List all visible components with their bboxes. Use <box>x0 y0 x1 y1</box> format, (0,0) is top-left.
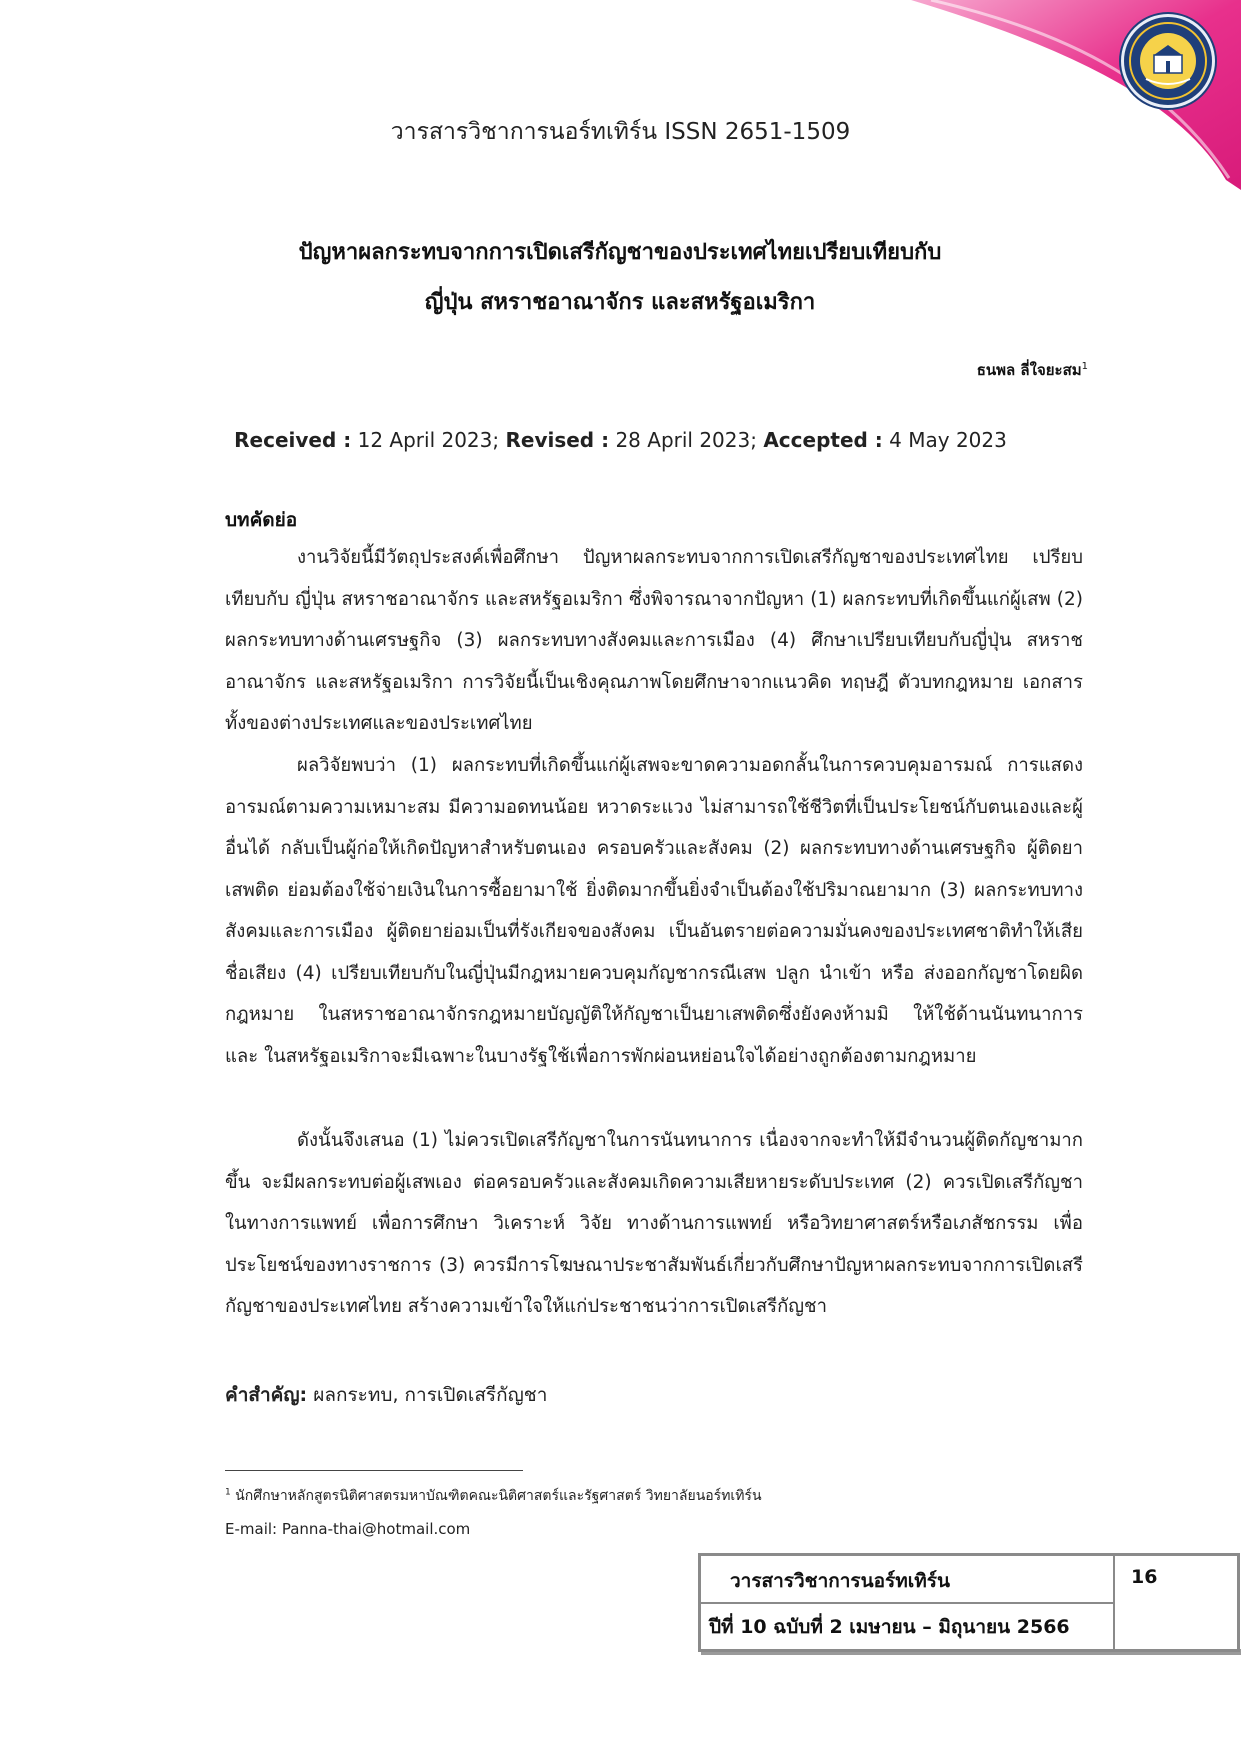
abstract-heading: บทคัดย่อ <box>225 509 298 531</box>
author-name-text: ธนพล ลี่ใจยะสม <box>976 361 1082 379</box>
author-name <box>977 358 1088 382</box>
article-title-line-2: ญี่ปุ่น สหราชอาณาจักร และสหรัฐอเมริกา <box>424 290 816 315</box>
footnote-affiliation-text: นักศึกษาหลักสูตรนิติศาสตรมหาบัณฑิตคณะนิติศาสตร์และรัฐศาสตร์ วิทยาลัยนอร์ทเทิร์น <box>230 1488 762 1504</box>
abstract-paragraph-1-text: งานวิจัยนี้มีวัตถุประสงค์เพื่อศึกษา ปัญหาผลกระทบจากการเปิดเสรีกัญชาของประเทศไทย เปรียบเทียบกับ ญี่ปุ่น สหราชอาณาจักร และสหรัฐอเมริกา ซึ่งพิจารณาจากปัญหา (1) ผลกระทบที่เกิดขึ้นแก่ผู้เสพ (2) ผลกระทบทางด้านเศรษฐกิจ (3) ผลกระทบทางสังคมและการเมือง (4) ศึกษาเปรียบเทียบกับญี่ปุ่น สหราชอาณาจักร และสหรัฐอเมริกา การวิจัยนี้เป็นเชิงคุณภาพโดยศึกษาจากแนวคิด ทฤษฎี ตัวบทกฎหมาย เอกสาร ทั้งของต่างประเทศและของประเทศไทย <box>225 547 1083 734</box>
abstract-paragraph-2-text: ผลวิจัยพบว่า (1) ผลกระทบที่เกิดขึ้นแก่ผู้เสพจะขาดความอดกลั้นในการควบคุมอารมณ์ การแสดงอารมณ์ตามความเหมาะสม มีความอดทนน้อย หวาดระแวง ไม่สามารถใช้ชีวิตที่เป็นประโยชน์กับตนเองและผู้อื่นได้ กลับเป็นผู้ก่อให้เกิดปัญหาสำหรับตนเอง ครอบครัวและสังคม (2) ผลกระทบทางด้านเศรษฐกิจ ผู้ติดยาเสพติด ย่อมต้องใช้จ่ายเงินในการซื้อยามาใช้ ยิ่งติดมากขึ้นยิ่งจำเป็นต้องใช้ปริมาณยามาก (3) ผลกระทบทางสังคมและการเมือง ผู้ติดยาย่อมเป็นที่รังเกียจของสังคม เป็นอันตรายต่อความมั่นคงของประเทศชาติทำให้เสียชื่อเสียง (4) เปรียบเทียบกับในญี่ปุ่นมีกฎหมายควบคุมกัญชากรณีเสพ ปลูก นำเข้า หรือ ส่งออกกัญชาโดยผิดกฎหมาย ในสหราชอาณาจักรกฎหมายบัญญัติให้กัญชาเป็นยาเสพติดซึ่งยังคงห้ามมิ ให้ใช้ด้านนันทนาการ และ ในสหรัฐอเมริกาจะมีเฉพาะในบางรัฐใช้เพื่อการพักผ่อนหย่อนใจได้อย่างถูกต้องตามกฎหมาย <box>225 755 1083 1067</box>
footer-journal-box <box>698 1553 1240 1652</box>
keywords <box>225 1380 547 1410</box>
author-footnote-mark: 1 <box>1081 361 1088 372</box>
revised-label: Revised : <box>505 428 610 452</box>
footer-issue: ปีที่ 10 ฉบับที่ 2 เมษายน – มิถุนายน 2566 <box>709 1616 1070 1638</box>
college-seal-icon <box>1121 14 1215 108</box>
accepted-label: Accepted : <box>763 428 883 452</box>
abstract-paragraph-3 <box>225 1120 1083 1328</box>
footer-box-vertical-divider <box>1113 1556 1115 1649</box>
footer-box-horizontal-divider <box>701 1602 1113 1604</box>
received-date: 12 April 2023; <box>351 428 506 452</box>
footnote-mark: 1 <box>225 1487 231 1498</box>
submission-dates <box>0 428 1241 452</box>
article-title-line-1: ปัญหาผลกระทบจากการเปิดเสรีกัญชาของประเทศไทยเปรียบเทียบกับ <box>298 240 942 265</box>
abstract-paragraph-2 <box>225 745 1083 1077</box>
keywords-value: ผลกระทบ, การเปิดเสรีกัญชา <box>307 1384 548 1406</box>
footnote-email: E-mail: Panna-thai@hotmail.com <box>225 1520 471 1538</box>
received-label: Received : <box>234 428 352 452</box>
footnote-affiliation <box>225 1485 762 1507</box>
footnote-divider <box>225 1470 523 1471</box>
revised-date: 28 April 2023; <box>609 428 764 452</box>
abstract-paragraph-1 <box>225 537 1083 745</box>
abstract-paragraph-3-text: ดังนั้นจึงเสนอ (1) ไม่ควรเปิดเสรีกัญชาในการนันทนาการ เนื่องจากจะทำให้มีจำนวนผู้ติดกัญชามากขึ้น จะมีผลกระทบต่อผู้เสพเอง ต่อครอบครัวและสังคมเกิดความเสียหายระดับประเทศ (2) ควรเปิดเสรีกัญชาในทางการแพทย์ เพื่อการศึกษา วิเคราะห์ วิจัย ทางด้านการแพทย์ หรือวิทยาศาสตร์หรือเภสัชกรรม เพื่อประโยชน์ของทางราชการ (3) ควรมีการโฆษณาประชาสัมพันธ์เกี่ยวกับศึกษาปัญหาผลกระทบจากการเปิดเสรีกัญชาของประเทศไทย สร้างความเข้าใจให้แก่ประชาชนว่าการเปิดเสรีกัญชา <box>225 1130 1083 1317</box>
keywords-label: คำสำคัญ: <box>225 1384 308 1406</box>
footer-journal-name: วารสารวิชาการนอร์ทเทิร์น <box>730 1570 950 1592</box>
page-number: 16 <box>1131 1566 1158 1588</box>
journal-issn-header: วารสารวิชาการนอร์ทเทิร์น ISSN 2651-1509 <box>390 119 851 145</box>
accepted-date: 4 May 2023 <box>882 428 1007 452</box>
